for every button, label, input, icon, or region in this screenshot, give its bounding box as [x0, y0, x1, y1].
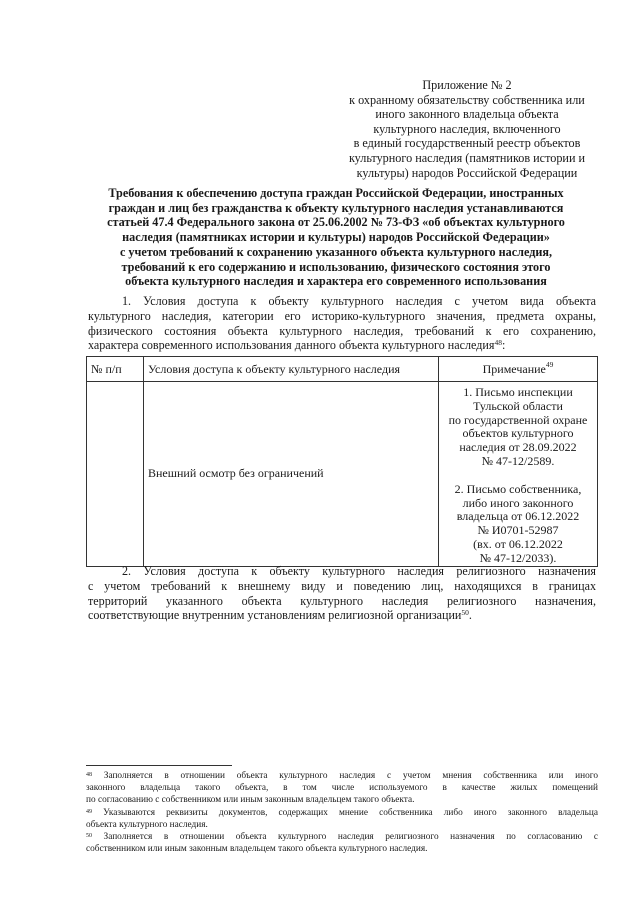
footnote-line: [86, 770, 598, 782]
paragraph-end-punct: :: [501, 338, 506, 353]
footnote-line: объекта культурного наследия.: [86, 819, 208, 830]
footnote-ref-50: 50: [461, 608, 469, 618]
paragraph-line-text: характера современного использования данного объекта культурного наследия: [88, 338, 495, 353]
footnote-line: законного владельца такого объекта, в том числе используемого в качестве жилых помещений: [86, 783, 598, 794]
footnote-line: [86, 807, 598, 819]
note-line: Тульской области: [473, 398, 563, 413]
table-row: [87, 382, 598, 567]
header-num: № п/п: [87, 357, 144, 382]
annex-line: в единый государственный реестр объектов: [353, 136, 581, 151]
note-line: владельца от 06.12.2022: [456, 509, 580, 524]
note-line: 1. Письмо инспекции: [463, 385, 573, 399]
paragraph-line: [88, 338, 596, 353]
title-line: наследия (памятниках истории и культуры) народов Российской Федерации»: [122, 230, 550, 245]
paragraph-line: [88, 608, 596, 623]
paragraph-line: 1. Условия доступа к объекту культурного наследия с учетом вида объекта: [122, 294, 596, 308]
note-line: № И0701-52987: [477, 523, 559, 538]
note-line: либо иного законного: [462, 495, 574, 510]
title-line: статьей 47.4 Федерального закона от 25.06.2002 № 73-ФЗ «об объектах культурного: [107, 215, 565, 230]
paragraph-line-text: соответствующие внутренним установлениям религиозной организации: [88, 608, 462, 623]
footnote-text: Заполняется в отношении объекта культурного наследия религиозного назначения по согласованию с: [103, 832, 598, 843]
paragraph-line: территорий указанного объекта культурного наследия религиозного назначения,: [88, 593, 596, 608]
note-letter-inspection: [439, 386, 597, 469]
note-line: по государственной охране: [448, 412, 588, 427]
table-header-row: [87, 357, 598, 382]
cell-num: [87, 382, 144, 567]
annex-header: [322, 78, 612, 180]
title-line: Требования к обеспечению доступа граждан Российской Федерации, иностранных: [108, 186, 564, 200]
header-condition: Условия доступа к объекту культурного наследия: [144, 357, 439, 382]
annex-line: к охранному обязательству собственника или: [349, 92, 585, 107]
cell-note: [439, 382, 598, 567]
note-line: 2. Письмо собственника,: [454, 481, 582, 496]
header-note: [439, 357, 598, 382]
header-note-label: Примечание: [482, 361, 546, 376]
footnote-ref-49: 49: [545, 359, 554, 369]
footnote-text: Указываются реквизиты документов, содержащих мнение собственника либо иного законного владельца: [103, 807, 599, 818]
footnote-number: 48: [86, 772, 92, 778]
footnote-line: по согласованию с собственником или иным законным владельцем такого объекта.: [86, 795, 415, 806]
section-2-paragraph: [88, 564, 596, 623]
note-line: № 47-12/2589.: [481, 453, 555, 468]
annex-line: Приложение № 2: [422, 78, 512, 92]
footnote-48: [86, 770, 598, 807]
footnote-number: 50: [86, 833, 92, 840]
footnote-line: собственником или иным законным владельцем такого объекта культурного наследия.: [86, 844, 428, 855]
note-letter-owner: [439, 483, 597, 566]
paragraph-line: 2. Условия доступа к объекту культурного наследия религиозного назначения: [122, 564, 596, 578]
title-line: требований к его содержанию и использованию, физического состояния этого: [121, 259, 551, 274]
footnote-ref-48: 48: [494, 338, 502, 348]
paragraph-end-punct: .: [468, 608, 472, 623]
title-line: объекта культурного наследия и характера его современного использования: [125, 274, 547, 289]
paragraph-line: культурного наследия, категории его историко-культурного значения, предмета охраны,: [88, 308, 596, 323]
annex-line: культурного наследия, включенного: [373, 121, 561, 136]
annex-line: иного законного владельца объекта: [375, 107, 559, 122]
title-line: граждан и лиц без гражданства к объекту культурного наследия устанавливаются: [108, 200, 564, 215]
section-1-paragraph: [88, 294, 596, 353]
paragraph-line: физического состояния объекта культурного наследия, требований к его сохранению,: [88, 323, 596, 338]
footnote-line: [86, 831, 598, 843]
cell-condition: Внешний осмотр без ограничений: [144, 382, 439, 567]
footnotes: [86, 770, 598, 855]
note-line: объектов культурного: [462, 426, 574, 441]
document-title: [70, 186, 602, 289]
note-line: (вх. от 06.12.2022: [473, 536, 563, 551]
note-line: наследия от 28.09.2022: [459, 440, 577, 455]
footnote-divider: [86, 765, 232, 766]
annex-line: культуры) народов Российской Федерации: [356, 165, 578, 180]
annex-line: культурного наследия (памятников истории и: [348, 150, 586, 165]
footnote-text: Заполняется в отношении объекта культурного наследия с учетом мнения собственника или иного: [103, 771, 598, 781]
note-line: № 47-12/2033).: [479, 550, 557, 565]
title-line: с учетом требований к сохранению указанного объекта культурного наследия,: [119, 244, 553, 259]
footnote-number: 49: [86, 808, 92, 815]
footnote-50: [86, 831, 598, 855]
paragraph-line: с учетом требований к внешнему виду и поведению лиц, находящихся в границах: [88, 578, 596, 593]
access-conditions-table: [86, 356, 598, 567]
footnote-49: [86, 807, 598, 831]
